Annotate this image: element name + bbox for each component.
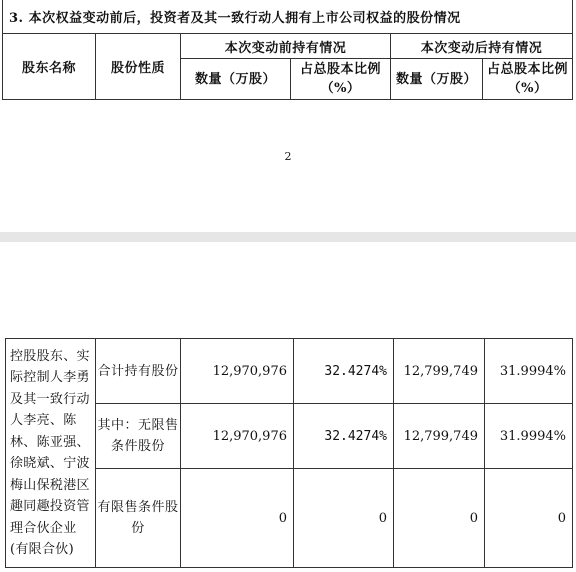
holder-name-cell: 控股股东、实际控制人李勇及其一致行动人李亮、陈林、陈亚强、徐晓斌、宁波梅山保税港区趣同趣投资管理合伙企业(有限合伙)	[6, 339, 96, 568]
pct-before-cell: 0	[294, 469, 394, 568]
header-holder-name: 股东名称	[3, 34, 96, 100]
table-row	[6, 339, 573, 404]
equity-data-table	[5, 338, 573, 568]
header-pct-after: 占总股本比例（%）	[483, 59, 573, 100]
share-type-cell: 有限售条件股份	[96, 469, 181, 568]
pct-before-cell: 32.4274%	[294, 339, 394, 404]
qty-after-cell: 0	[394, 469, 485, 568]
share-type-cell: 其中：无限售条件股份	[96, 404, 181, 469]
share-type-cell: 合计持有股份	[96, 339, 181, 404]
equity-header-table	[2, 0, 573, 100]
pct-after-cell: 0	[485, 469, 573, 568]
qty-after-cell: 12,799,749	[394, 404, 485, 469]
header-before-group: 本次变动前持有情况	[181, 34, 391, 59]
header-share-type: 股份性质	[96, 34, 181, 100]
document-page-top	[0, 0, 576, 232]
header-pct-before: 占总股本比例（%）	[291, 59, 391, 100]
qty-before-cell: 0	[181, 469, 294, 568]
header-qty-after: 数量（万股）	[391, 59, 483, 100]
pct-after-cell: 31.9994%	[485, 339, 573, 404]
page-number: 2	[284, 150, 292, 163]
section-title: 3. 本次权益变动前后，投资者及其一致行动人拥有上市公司权益的股份情况	[3, 0, 573, 34]
header-qty-before: 数量（万股）	[181, 59, 291, 100]
qty-after-cell: 12,799,749	[394, 339, 485, 404]
page-gap	[0, 232, 576, 242]
header-after-group: 本次变动后持有情况	[391, 34, 573, 59]
qty-before-cell: 12,970,976	[181, 339, 294, 404]
pct-before-cell: 32.4274%	[294, 404, 394, 469]
qty-before-cell: 12,970,976	[181, 404, 294, 469]
document-page-bottom	[0, 242, 576, 572]
pct-after-cell: 31.9994%	[485, 404, 573, 469]
